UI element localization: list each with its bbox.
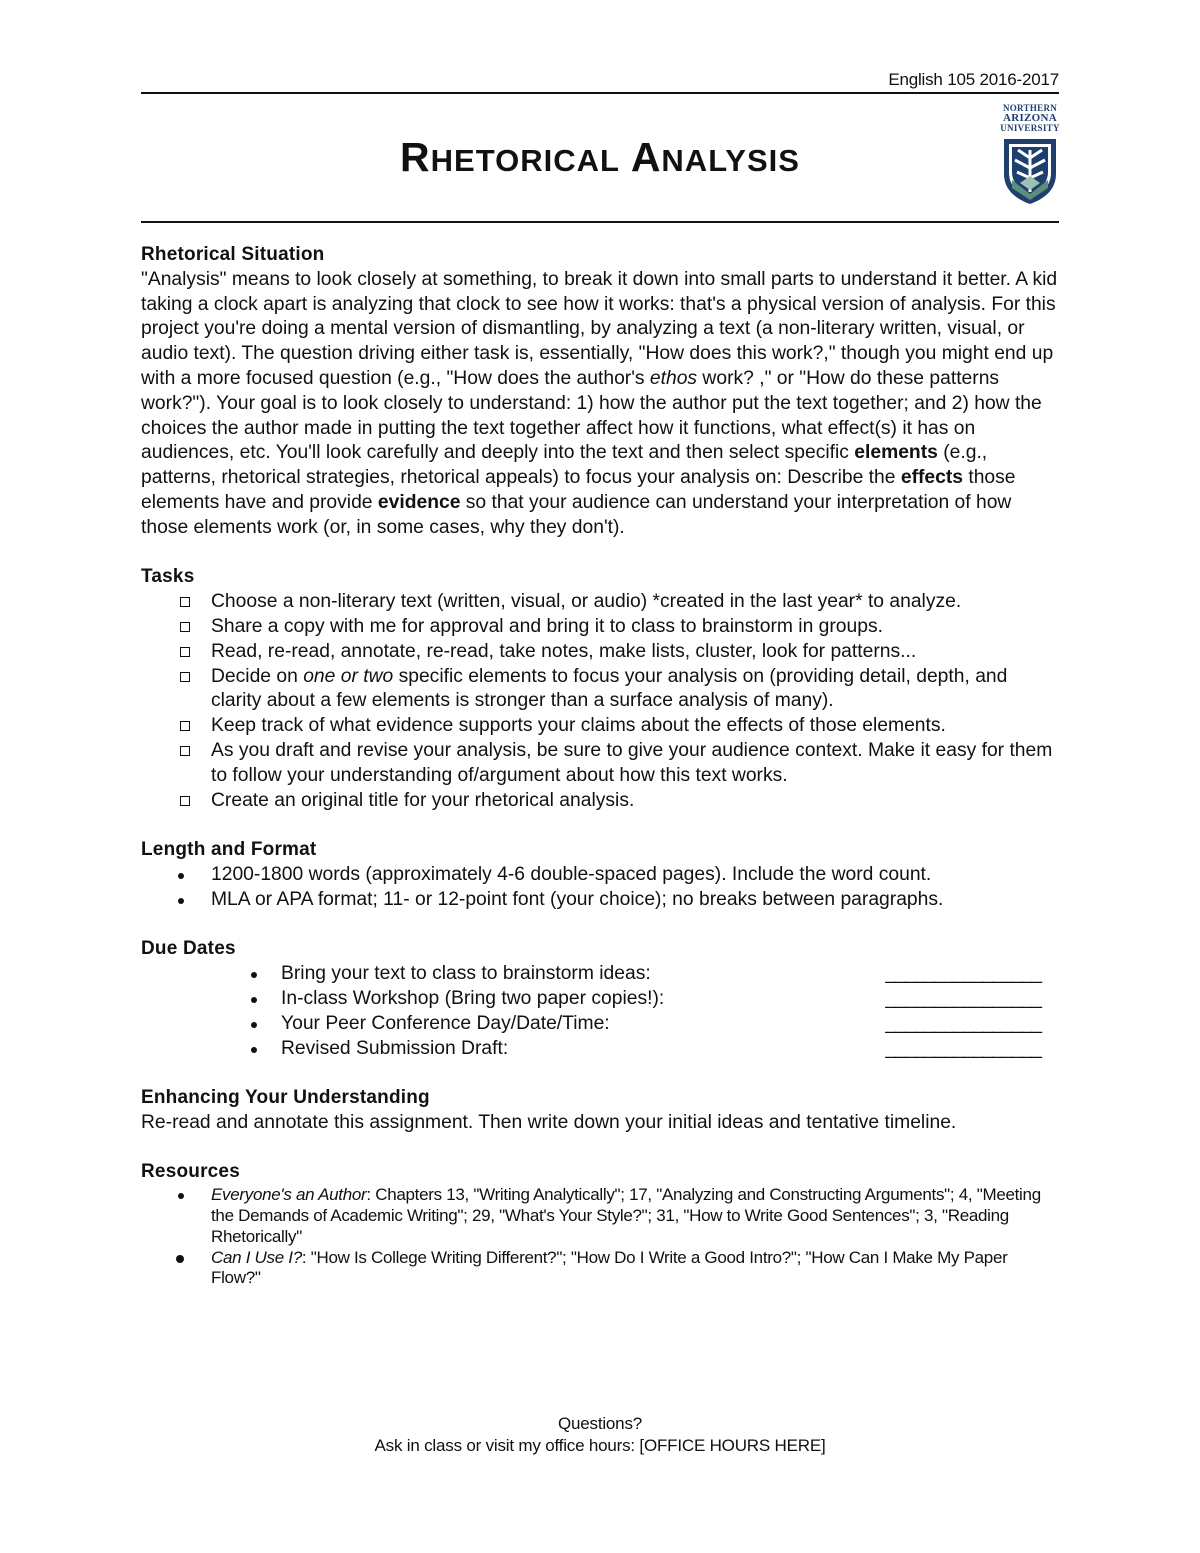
enhancing-paragraph: Re-read and annotate this assignment. Then write down your initial ideas and tentative timeline.	[141, 1111, 957, 1133]
resource-item: Can I Use I?: "How Is College Writing Different?"; "How Do I Write a Good Intro?"; "How Can I Make My Paper Flow?"	[141, 1248, 1059, 1290]
section-due-dates	[141, 937, 1059, 1061]
footer-question: Questions?	[558, 1414, 642, 1433]
resources-list	[141, 1185, 1059, 1289]
task-item: As you draft and revise your analysis, be sure to give your audience context. Make it easy for them to follow your understanding of/argument about how this text works.	[141, 739, 1059, 789]
checkbox-icon[interactable]	[180, 796, 190, 806]
shield-icon	[1000, 136, 1060, 206]
due-dates-list	[141, 962, 1059, 1061]
section-heading: Enhancing Your Understanding	[141, 1087, 430, 1109]
date-blank-field[interactable]: ________________	[885, 1012, 1041, 1034]
checkbox-icon[interactable]	[180, 622, 190, 632]
bullet-icon	[251, 1022, 257, 1028]
due-date-item: Bring your text to class to brainstorm ideas: ________________	[141, 962, 1059, 987]
checkbox-icon[interactable]	[180, 721, 190, 731]
bullet-icon	[178, 1193, 184, 1199]
document-body	[141, 243, 1059, 1289]
task-item: Read, re-read, annotate, re-read, take notes, make lists, cluster, look for patterns...	[141, 640, 1059, 665]
task-item: Keep track of what evidence supports your claims about the effects of those elements.	[141, 714, 1059, 739]
section-heading: Length and Format	[141, 839, 317, 861]
date-blank-field[interactable]: ________________	[885, 963, 1041, 985]
list-item: 1200-1800 words (approximately 4-6 double-spaced pages). Include the word count.	[141, 863, 1059, 888]
section-length-format	[141, 838, 1059, 912]
task-item: Create an original title for your rhetorical analysis.	[141, 789, 1059, 814]
bullet-icon	[178, 898, 184, 904]
header-rule-bottom	[141, 221, 1059, 223]
section-heading: Due Dates	[141, 938, 236, 960]
bullet-icon	[251, 997, 257, 1003]
page-title: RHETORICAL ANALYSIS	[400, 134, 800, 180]
task-item: Decide on one or two specific elements to focus your analysis on (providing detail, depth, and clarity about a few elements is stronger than a surface analysis of many).	[141, 665, 1059, 715]
checkbox-icon[interactable]	[180, 746, 190, 756]
list-item: MLA or APA format; 11- or 12-point font (your choice); no breaks between paragraphs.	[141, 888, 1059, 913]
section-tasks	[141, 565, 1059, 813]
bullet-icon	[176, 1255, 184, 1263]
format-list	[141, 863, 1059, 913]
section-heading: Resources	[141, 1161, 240, 1183]
header-rule-top	[141, 92, 1059, 94]
page-footer	[0, 1413, 1200, 1457]
section-enhancing	[141, 1086, 1059, 1136]
task-item: Choose a non-literary text (written, visual, or audio) *created in the last year* to analyze.	[141, 590, 1059, 615]
section-resources	[141, 1160, 1059, 1289]
bullet-icon	[251, 972, 257, 978]
situation-paragraph: "Analysis" means to look closely at something, to break it down into small parts to understand it better. A kid taking a clock apart is analyzing that clock to see how it works: that's a physical version of analysis. For this project you're doing a mental version of dismantling, by analyzing a text (a non-literary written, visual, or audio text). The question driving either task is, essentially, "How does this work?," though you might end up with a more focused question (e.g., "How does the author's ethos work? ," or "How do these patterns work?"). Your goal is to look closely to understand: 1) how the author put the text together; and 2) how the choices the author made in putting the text together affect how it functions, what effect(s) it has on audiences, etc. You'll look carefully and deeply into the text and then select specific elements (e.g., patterns, rhetorical strategies, rhetorical appeals) to focus your analysis on: Describe the effects those elements have and provide evidence so that your audience can understand your interpretation of how those elements work (or, in some cases, why they don't).	[141, 268, 1058, 538]
section-heading: Tasks	[141, 566, 195, 588]
due-date-item: Revised Submission Draft: ________________	[141, 1037, 1059, 1062]
checkbox-icon[interactable]	[180, 647, 190, 657]
checkbox-icon[interactable]	[180, 597, 190, 607]
course-label: English 105 2016-2017	[888, 70, 1059, 89]
date-blank-field[interactable]: ________________	[885, 987, 1041, 1009]
footer-office-hours: Ask in class or visit my office hours: [OFFICE HOURS HERE]	[374, 1436, 826, 1455]
date-blank-field[interactable]: ________________	[885, 1037, 1041, 1059]
section-heading: Rhetorical Situation	[141, 244, 325, 265]
university-logo	[997, 104, 1063, 206]
checkbox-icon[interactable]	[180, 672, 190, 682]
task-item: Share a copy with me for approval and bring it to class to brainstorm in groups.	[141, 615, 1059, 640]
logo-wordmark: NORTHERN ARIZONA UNIVERSITY	[1000, 103, 1060, 133]
due-date-item: In-class Workshop (Bring two paper copies!): ________________	[141, 987, 1059, 1012]
bullet-icon	[178, 873, 184, 879]
task-checklist	[141, 590, 1059, 813]
section-rhetorical-situation	[141, 243, 1059, 541]
due-date-item: Your Peer Conference Day/Date/Time: ________________	[141, 1012, 1059, 1037]
bullet-icon	[251, 1047, 257, 1053]
resource-item: Everyone's an Author: Chapters 13, "Writing Analytically"; 17, "Analyzing and Constructing Arguments"; 4, "Meeting the Demands of Academic Writing"; 29, "What's Your Style?"; 31, "How to Write Good Sentences"; 3, "Reading Rhetorically"	[141, 1185, 1059, 1247]
